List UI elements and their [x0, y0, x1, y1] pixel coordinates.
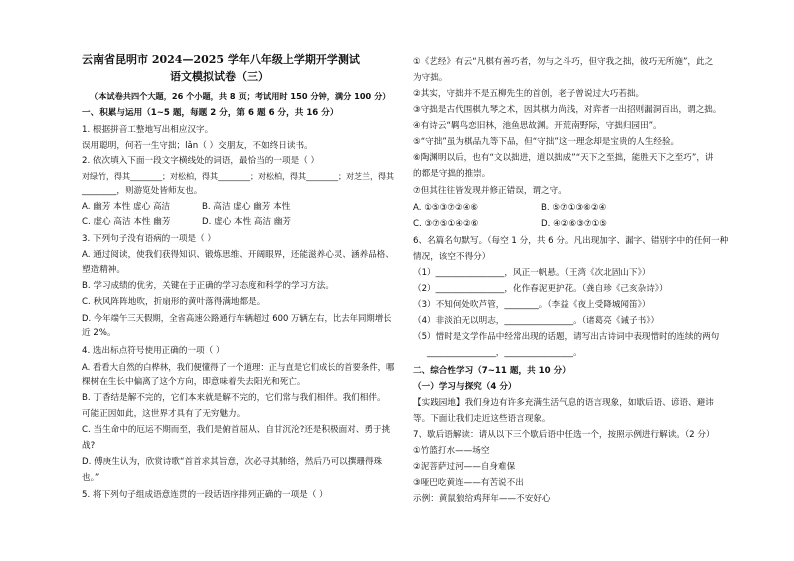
question-2-option: C. 虚心 高洁 本性 幽芳	[82, 217, 171, 227]
question-4-a1: A. 看看大自然的白桦林，我们便懂得了一个道理：正与直是它们成长的首要条件，哪	[82, 362, 395, 372]
question-2-option: D. 虚心 本性 高洁 幽芳	[202, 217, 292, 227]
exam-subtitle: 语文模拟试卷（三）	[170, 70, 269, 83]
question-2-option: B. 高洁 虚心 幽芳 本性	[202, 202, 291, 212]
practice-intro-2: 等。下面让我们走近这些语言现象。	[413, 414, 551, 424]
question-6-item: （3）不知何处吹芦管，________。（李益《夜上受降城闻笛》）	[413, 300, 651, 310]
question-4-c2: 战?	[82, 441, 96, 451]
question-3-b: B. 学习成绩的优劣，关键在于正确的学习态度和科学的学习方法。	[82, 281, 334, 291]
question-3: 3. 下列句子没有语病的一项是（ ）	[82, 234, 216, 244]
question-7-item: ①竹篮打水——场空	[413, 446, 490, 456]
question-5-option: D. ④②⑥③⑦①⑤	[541, 219, 608, 229]
question-3-a1: A. 通过阅读，使我们获得知识、锻炼思维、开阔眼界，还能滋养心灵、涵养品格、	[82, 250, 394, 260]
question-2-option: A. 幽芳 本性 虚心 高洁	[82, 202, 171, 212]
question-1: 1. 根据拼音工整地写出相应汉字。	[82, 125, 214, 135]
subsection-heading: （一）学习与探究（4 分）	[413, 382, 517, 392]
question-6-item: （2）________________，化作春泥更护花。（龚自珍《己亥杂诗》）	[413, 284, 668, 294]
question-5-option: C. ③⑦⑤①④②⑥	[413, 219, 479, 229]
question-3-c: C. 秋风阵阵地吹，折扇形的黄叶落得满地都是。	[82, 297, 266, 307]
question-4-c1: C. 当生命中的厄运不期而至，我们是俯首屈从、自甘沉沦?还是积极面对、勇于挑	[82, 425, 391, 435]
question-6: 6、名篇名句默写。（每空 1 分，共 6 分。凡出现加字、漏字、错别字中的任何一种	[413, 236, 729, 246]
question-7-example: 示例：黄鼠狼给鸡拜年——不安好心	[413, 494, 551, 504]
question-4-d1: D. 傅庚生认为，欣赏诗歌“首首求其旨意，次必寻其肺络，然后乃可以撰珊得珠	[82, 457, 383, 467]
question-6-item: （5）惜时是文学作品中经常出现的话题，请写出古诗词中表现惜时的连续的两句	[413, 332, 720, 342]
sentence-3: ③守拙是古代围棋九琴之术，因其棋力尚浅，对弈者一出招则漏洞百出，谓之拙。	[413, 105, 722, 115]
question-6-item: （4）非淡泊无以明志，________________。（诸葛亮《诫子书》）	[413, 316, 660, 326]
question-1-line: 误用聪明，何若一生守拙；lǎn（ ）交朋友，不如终日读书。	[82, 141, 313, 151]
section-1-heading: 一、积累与运用（1~5 题，每题 2 分，第 6 题 6 分，共 16 分）	[82, 108, 339, 118]
question-4: 4. 选出标点符号使用正确的一项（ ）	[82, 346, 225, 356]
question-7: 7、歇后语解读：请从以下三个歇后语中任选一个，按照示例进行解读。（2 分）	[413, 430, 715, 440]
question-7-item: ③哑巴吃黄连——有苦说不出	[413, 478, 524, 488]
sentence-2: ②其实，守拙并不是五柳先生的首创，老子曾说过大巧若拙。	[413, 89, 645, 99]
question-2: 2. 依次填入下面一段文字横线处的词语，最恰当的一项是（ ）	[82, 156, 320, 166]
question-3-d1: D. 今年端午三天假期，全省高速公路通行车辆超过 600 万辆左右，比去年同期增长	[82, 313, 392, 323]
sentence-5: ⑤“守拙”虽为棋品九等下品，但“守拙”这一理念却是宝贵的人生经验。	[413, 137, 680, 147]
sentence-1a: ①《艺经》有云“凡棋有善巧者，勿与之斗巧，但守我之拙，彼巧无所施”，此之	[413, 57, 714, 67]
exam-note: （本试卷共四个大题，26 个小题，共 8 页；考试用时 150 分钟，满分 100 分）	[90, 91, 391, 101]
sentence-1b: 为守拙。	[413, 73, 448, 83]
question-5-option: B. ⑤⑦①③⑥②④	[541, 203, 607, 213]
question-4-a2: 棵树在生长中偏离了这个方向，即意味着失去阳光和死亡。	[82, 377, 306, 387]
sentence-7: ⑦但其往往皆发现并修正错误，谓之守。	[413, 186, 567, 196]
question-3-d2: 近 2%。	[82, 328, 116, 338]
question-5-option: A. ①⑤③⑦②④⑥	[413, 203, 479, 213]
question-6-item: ________________，________________。	[427, 348, 582, 358]
question-6-item: （1）________________，风正一帆悬。（王湾《次北固山下》）	[413, 268, 651, 278]
question-7-item: ②泥菩萨过河——自身难保	[413, 462, 516, 472]
question-5: 5. 将下列句子组成语意连贯的一段话语序排列正确的一项是（ ）	[82, 490, 328, 500]
sentence-6b: 的都是守拙的推崇。	[413, 169, 491, 179]
sentence-4: ④有诗云“羁鸟恋旧林，池鱼思故渊。开荒南野际，守拙归园田”。	[413, 121, 662, 131]
exam-title: 云南省昆明市 2024—2025 学年八年级上学期开学测试	[82, 53, 360, 66]
practice-intro-1: 【实践园地】我们身边有许多充满生活气息的语言现象，如歇后语、谚语、避讳	[413, 398, 714, 408]
question-3-a2: 塑造精神。	[82, 265, 125, 275]
question-4-b1: B. 丁香结是解不完的，它们本来就是解不完的，它们常与我们相伴。我们相伴。	[82, 393, 386, 403]
question-4-b2: 可能正因如此，这世界才具有了无穷魅力。	[82, 409, 246, 419]
section-2-heading: 二、综合性学习（7~11 题，共 10 分）	[413, 366, 571, 376]
question-4-d2: 也。”	[82, 473, 100, 483]
question-6-note: 情况，该空不得分）	[413, 252, 491, 262]
sentence-6a: ⑥陶渊明以后，也有“文以拙进，道以拙成”“天下之至拙，能胜天下之至巧”，讲	[413, 153, 714, 163]
question-2-line2: ________，则游览处皆师友也。	[82, 186, 203, 196]
question-2-line1: 对绿竹，得其________；对松柏，得其________；对松柏，得其________；对芝兰，得其	[82, 172, 394, 181]
